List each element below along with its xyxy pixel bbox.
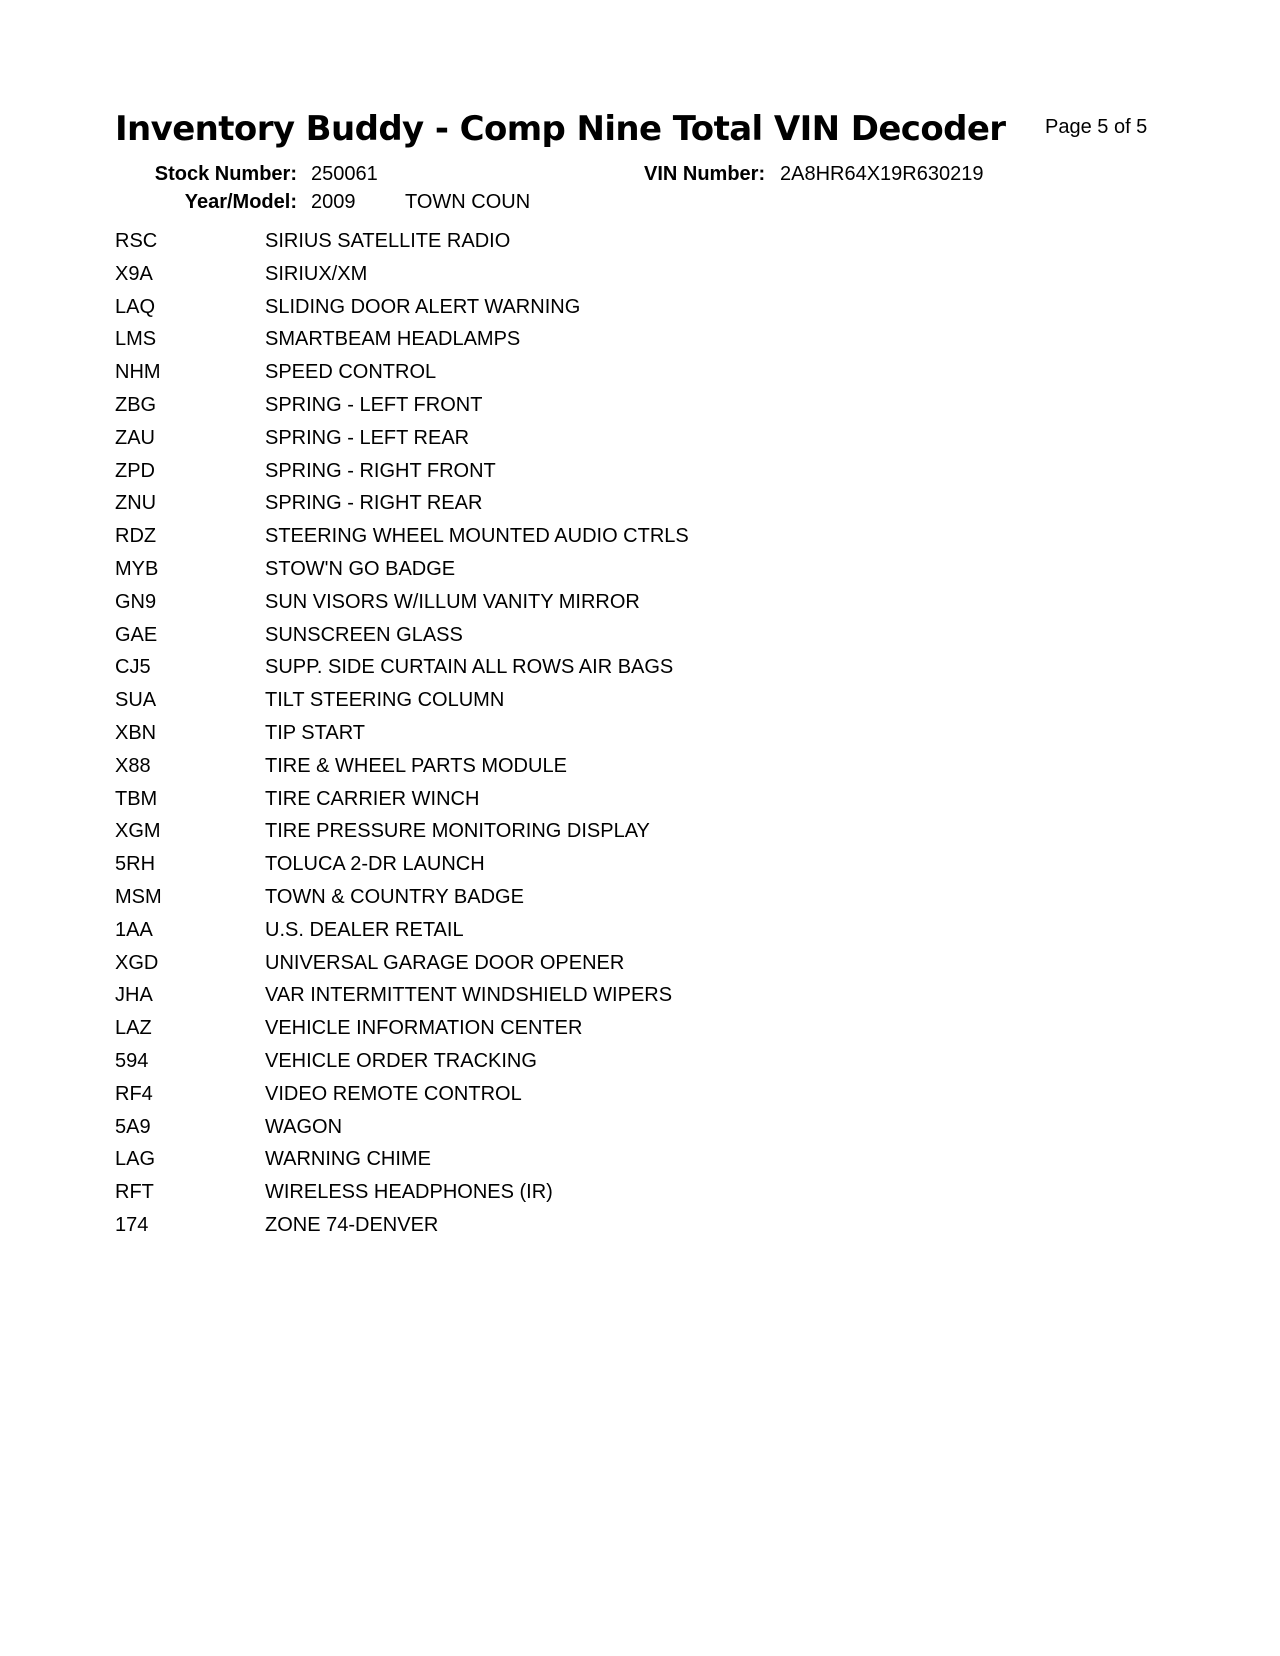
option-code: X9A	[115, 262, 153, 285]
option-code: GAE	[115, 623, 158, 646]
option-code: 594	[115, 1049, 149, 1072]
option-code: ZAU	[115, 426, 155, 449]
option-description: U.S. DEALER RETAIL	[265, 918, 464, 941]
option-code: RF4	[115, 1082, 153, 1105]
option-code: TBM	[115, 787, 158, 810]
option-description: SPRING - LEFT FRONT	[265, 393, 483, 416]
option-description: TOWN & COUNTRY BADGE	[265, 885, 524, 908]
option-description: STEERING WHEEL MOUNTED AUDIO CTRLS	[265, 525, 689, 548]
stock-number-value: 250061	[311, 163, 378, 185]
option-description: TIRE & WHEEL PARTS MODULE	[265, 754, 567, 777]
option-code: LAG	[115, 1148, 156, 1171]
option-description: SPRING - RIGHT REAR	[265, 492, 483, 515]
page-number: Page 5 of 5	[1045, 116, 1148, 138]
option-description: TIP START	[265, 721, 366, 744]
option-code: ZPD	[115, 459, 155, 482]
stock-number-label: Stock Number:	[154, 163, 297, 185]
option-code: XGD	[115, 951, 159, 974]
option-code: RSC	[115, 230, 158, 252]
option-code: XBN	[115, 721, 157, 744]
option-code: 5RH	[115, 853, 156, 876]
option-code: ZNU	[115, 492, 157, 515]
option-description: SMARTBEAM HEADLAMPS	[265, 328, 521, 351]
option-code: SUA	[115, 689, 157, 712]
option-description: UNIVERSAL GARAGE DOOR OPENER	[265, 951, 625, 974]
option-code: ZBG	[115, 393, 157, 416]
option-description: VIDEO REMOTE CONTROL	[265, 1082, 522, 1105]
option-description: VAR INTERMITTENT WINDSHIELD WIPERS	[265, 984, 673, 1007]
option-code: MSM	[115, 885, 162, 908]
option-description: SLIDING DOOR ALERT WARNING	[265, 295, 581, 318]
option-code: GN9	[115, 590, 157, 613]
option-description: VEHICLE ORDER TRACKING	[265, 1049, 537, 1072]
option-code: MYB	[115, 557, 159, 580]
option-description: STOW'N GO BADGE	[265, 557, 456, 580]
option-code: XGM	[115, 820, 161, 843]
option-description: SUPP. SIDE CURTAIN ALL ROWS AIR BAGS	[265, 656, 674, 679]
model-value: TOWN COUN	[405, 191, 531, 213]
option-code: CJ5	[115, 656, 151, 679]
option-description: WAGON	[265, 1115, 343, 1138]
option-description: SUN VISORS W/ILLUM VANITY MIRROR	[265, 590, 640, 613]
option-description: TIRE CARRIER WINCH	[265, 787, 480, 810]
option-code: JHA	[115, 984, 153, 1007]
vin-number-label: VIN Number:	[644, 163, 766, 185]
option-code: LMS	[115, 328, 157, 351]
option-code: 174	[115, 1213, 149, 1236]
option-description: TOLUCA 2-DR LAUNCH	[265, 853, 485, 876]
option-code: RFT	[115, 1181, 154, 1204]
option-description: WIRELESS HEADPHONES (IR)	[265, 1181, 553, 1204]
option-code: 1AA	[115, 918, 153, 941]
option-description: SPRING - RIGHT FRONT	[265, 459, 496, 482]
option-description: SUNSCREEN GLASS	[265, 623, 463, 646]
option-code: LAZ	[115, 1017, 152, 1040]
option-description: SPRING - LEFT REAR	[265, 426, 470, 449]
option-description: TIRE PRESSURE MONITORING DISPLAY	[265, 820, 650, 843]
page-title: Inventory Buddy - Comp Nine Total VIN Decoder	[115, 109, 1006, 149]
option-code: LAQ	[115, 295, 156, 318]
year-value: 2009	[311, 191, 356, 213]
vin-number-value: 2A8HR64X19R630219	[780, 163, 984, 185]
option-description: WARNING CHIME	[265, 1148, 431, 1171]
option-description: TILT STEERING COLUMN	[265, 689, 505, 712]
option-description: SIRIUX/XM	[265, 262, 368, 285]
option-code: RDZ	[115, 525, 157, 548]
option-description: SIRIUS SATELLITE RADIO	[265, 230, 511, 252]
option-description: VEHICLE INFORMATION CENTER	[265, 1017, 583, 1040]
option-code: X88	[115, 754, 151, 777]
option-code: NHM	[115, 361, 161, 384]
option-description: ZONE 74-DENVER	[265, 1213, 439, 1236]
option-code: 5A9	[115, 1115, 151, 1138]
year-model-label: Year/Model:	[184, 191, 297, 213]
option-description: SPEED CONTROL	[265, 361, 437, 384]
